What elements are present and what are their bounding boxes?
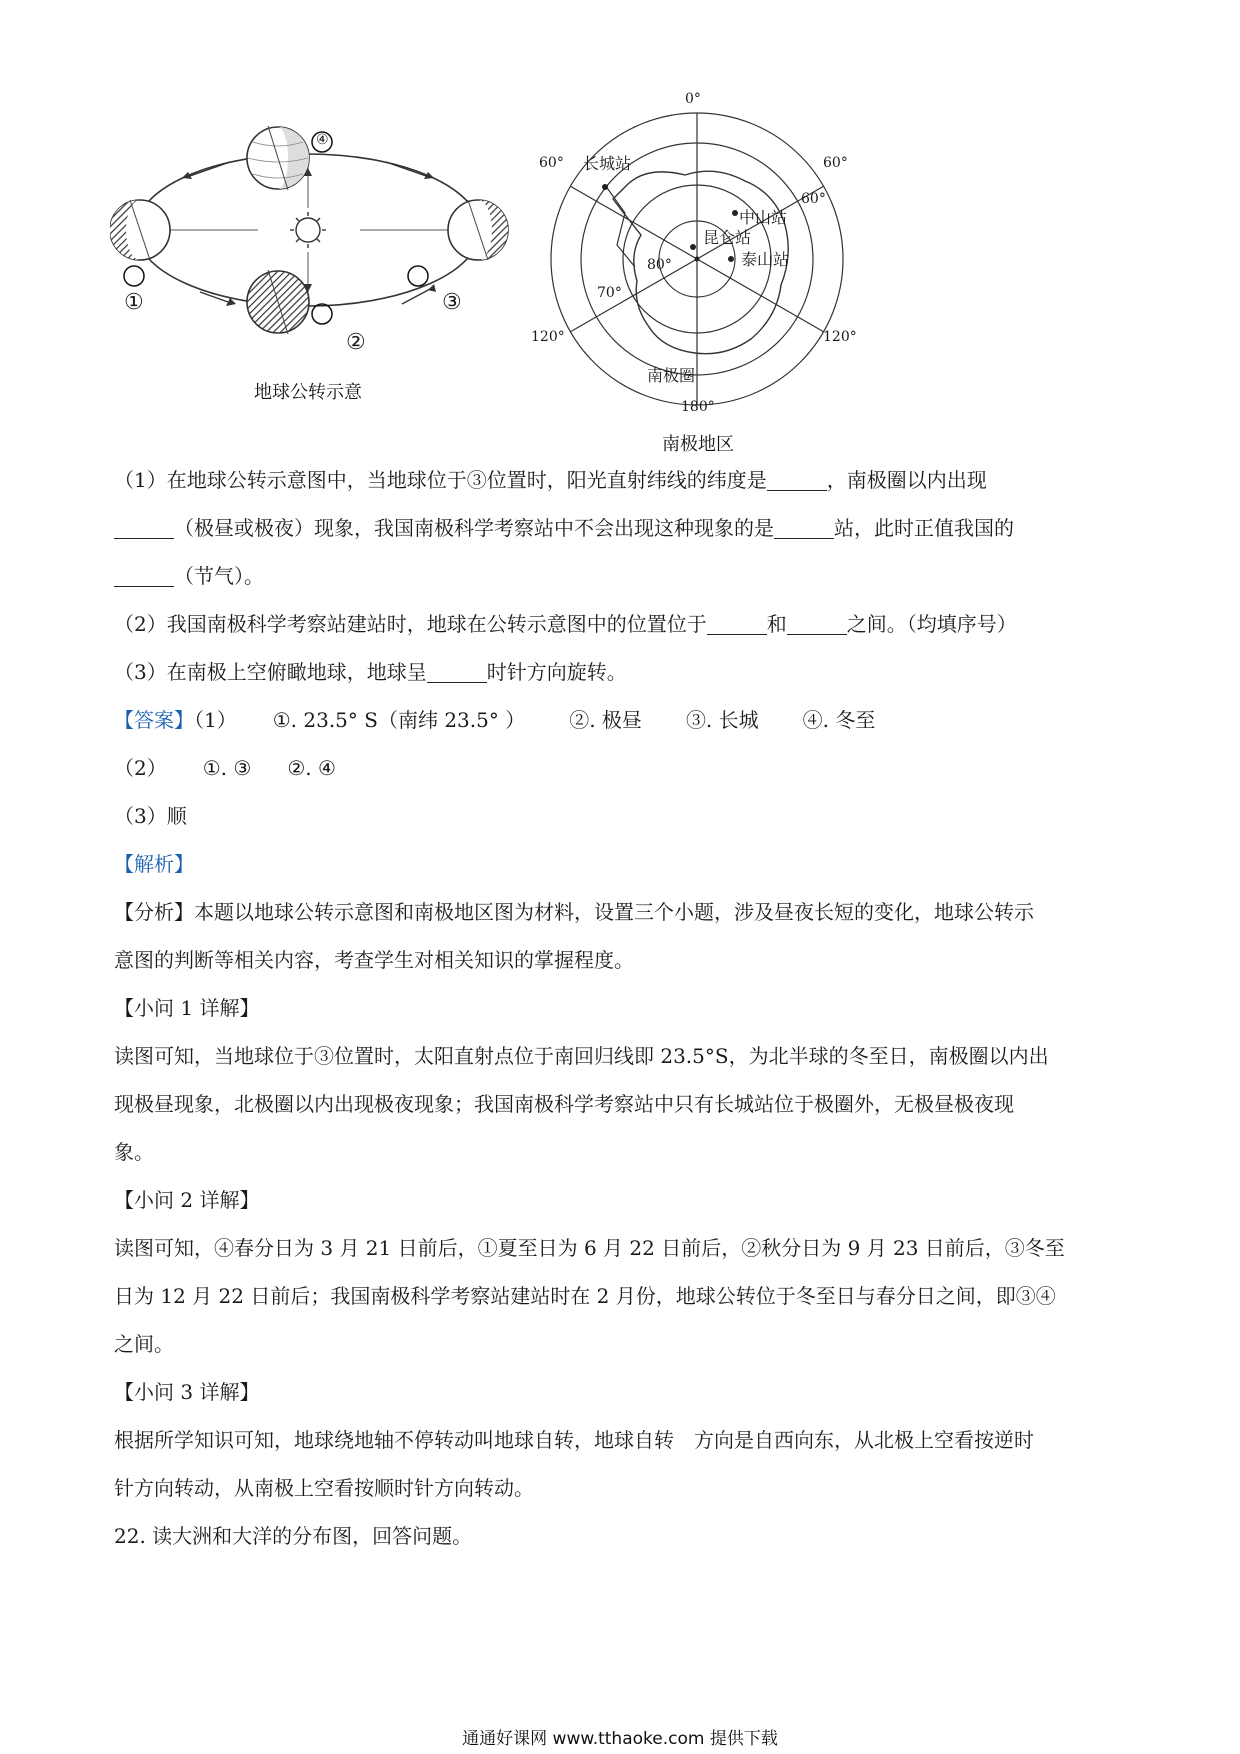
- lat-label-80: 80°: [647, 257, 672, 273]
- answer-blank[interactable]: [767, 470, 827, 491]
- figure1-caption: 地球公转示意: [254, 382, 362, 403]
- analysis-p1-l2: 意图的判断等相关内容，考查学生对相关知识的掌握程度。: [114, 948, 634, 972]
- position-label-2: ②: [346, 330, 366, 355]
- analysis-s1-l3: 象。: [114, 1140, 154, 1164]
- sun-icon: [290, 212, 326, 248]
- analysis-s3-l2: 针方向转动，从南极上空看按顺时针方向转动。: [114, 1476, 534, 1500]
- next-question: 22. 读大洲和大洋的分布图，回答问题。: [114, 1524, 473, 1548]
- position-label-1: ①: [124, 290, 144, 315]
- station-zhongshan: 中山站: [739, 208, 788, 227]
- answer-tag: 【答案】: [114, 708, 194, 732]
- lon-label-0: 0°: [685, 91, 701, 107]
- answer-blank[interactable]: [114, 566, 174, 587]
- lon-label-60-left: 60°: [539, 155, 564, 171]
- lon-label-120-right: 120°: [823, 329, 857, 345]
- answer-line-3: （3）顺: [114, 804, 187, 828]
- earth-position-4: [247, 126, 309, 190]
- question-1-line-3: （节气）。: [114, 562, 1124, 590]
- answer-blank[interactable]: [427, 662, 487, 683]
- analysis-s2-l2: 日为 12 月 22 日前后；我国南极科学考察站建站时在 2 月份，地球公转位于冬至日与春分日之间，即③④: [114, 1284, 1056, 1308]
- antarctica-map: [531, 91, 865, 425]
- answer-blank[interactable]: [774, 518, 834, 539]
- position-label-4: ④: [316, 132, 329, 148]
- figure2-caption: 南极地区: [662, 434, 734, 455]
- answer-blank[interactable]: [787, 614, 847, 635]
- answer-blank[interactable]: [114, 518, 174, 539]
- question-2: （2）我国南极科学考察站建站时，地球在公转示意图中的位置位于 和 之间。（均填序号）: [114, 612, 1017, 636]
- question-1-line-1: （1）在地球公转示意图中，当地球位于③位置时，阳光直射纬线的纬度是 ，南极圈以内出现: [114, 468, 987, 492]
- analysis-s2-l3: 之间。: [114, 1332, 174, 1356]
- earth-revolution-figure: [110, 120, 510, 350]
- answer-blank[interactable]: [707, 614, 767, 635]
- sub-question-2-heading: 【小问 2 详解】: [114, 1188, 260, 1212]
- earth-position-1: [110, 200, 170, 260]
- station-kunlun: 昆仑站: [703, 228, 752, 247]
- antarctic-circle-label: 南极圈: [647, 366, 696, 385]
- earth-position-2: [247, 270, 309, 334]
- answer-line-1: 【答案】（1） ①. 23.5° S（南纬 23.5° ） ②. 极昼 ③. 长城 ④. 冬至: [114, 708, 876, 732]
- station-taishan: 泰山站: [741, 250, 790, 269]
- station-changcheng: 长城站: [583, 154, 632, 173]
- analysis-s1-l1: 读图可知，当地球位于③位置时，太阳直射点位于南回归线即 23.5°S，为北半球的冬至日，南极圈以内出: [114, 1044, 1049, 1068]
- lat-label-70: 70°: [597, 285, 622, 301]
- analysis-s1-l2: 现极昼现象，北极圈以内出现极夜现象；我国南极科学考察站中只有长城站位于极圈外，无极昼极夜现: [114, 1092, 1014, 1116]
- question-1-line-2: （极昼或极夜）现象，我国南极科学考察站中不会出现这种现象的是 站，此时正值我国的: [114, 514, 1124, 542]
- analysis-s2-l1: 读图可知，④春分日为 3 月 21 日前后，①夏至日为 6 月 22 日前后，②秋分日为 9 月 23 日前后，③冬至: [114, 1236, 1065, 1260]
- footer-source: 通通好课网 www.tthaoke.com 提供下载: [462, 1729, 778, 1749]
- lon-label-120-left: 120°: [531, 329, 565, 345]
- question-3: （3）在南极上空俯瞰地球，地球呈 时针方向旋转。: [114, 660, 627, 684]
- analysis-s3-l1: 根据所学知识可知，地球绕地轴不停转动叫地球自转，地球自转 方向是自西向东，从北极上空看按逆时: [114, 1428, 1034, 1452]
- lon-label-60-right: 60°: [823, 155, 848, 171]
- analysis-p1-l1: 【分析】本题以地球公转示意图和南极地区图为材料，设置三个小题，涉及昼夜长短的变化，地球公转示: [114, 900, 1034, 924]
- sub-question-3-heading: 【小问 3 详解】: [114, 1380, 260, 1404]
- answer-line-2: （2） ①. ③ ②. ④: [114, 756, 336, 780]
- lon-label-180: 180°: [681, 399, 715, 415]
- earth-position-3: [448, 200, 508, 260]
- sub-question-1-heading: 【小问 1 详解】: [114, 996, 260, 1020]
- position-label-3: ③: [442, 290, 462, 315]
- lon-label-60-inner: 60°: [801, 191, 826, 207]
- analysis-tag: 【解析】: [114, 852, 194, 876]
